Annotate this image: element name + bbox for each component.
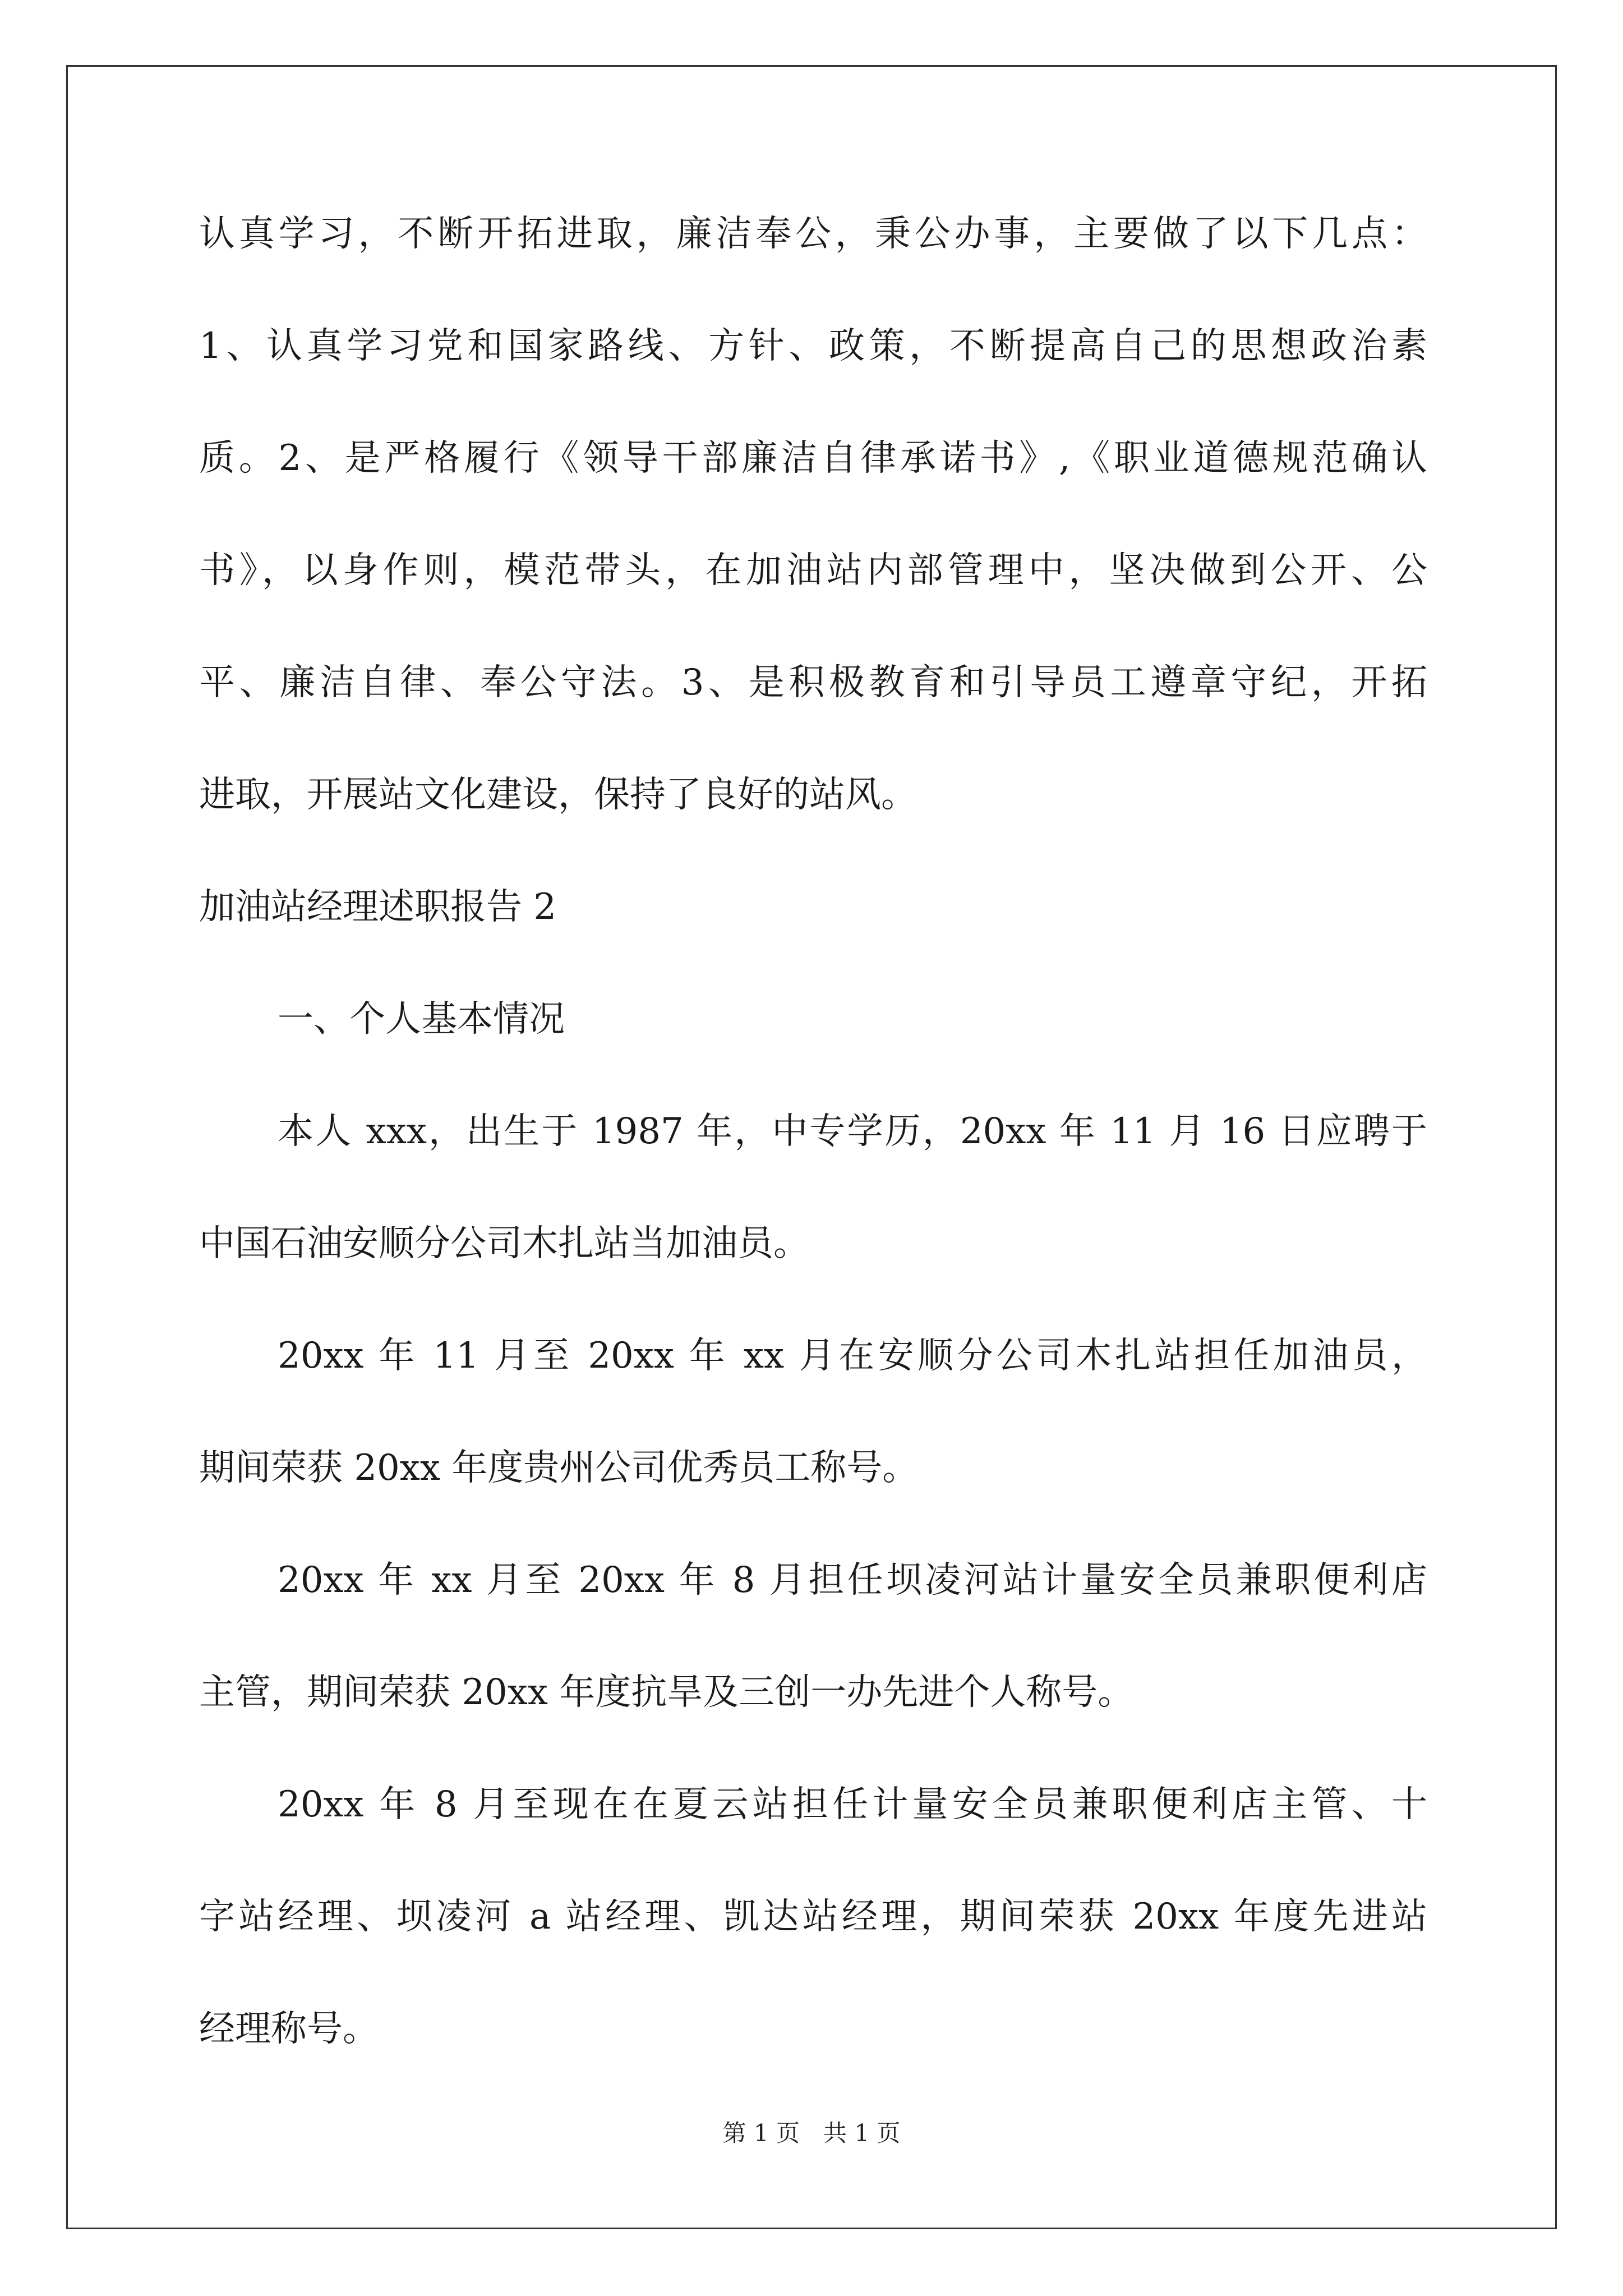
- page-footer: 第 1 页 共 1 页: [722, 2119, 901, 2147]
- body-line: 期间荣获 20xx 年度贵州公司优秀员工称号。: [199, 1447, 919, 1489]
- body-line: 1、认真学习党和国家路线、方针、政策，不断提高自己的思想政治素: [199, 325, 1427, 367]
- body-line: 认真学习，不断开拓进取，廉洁奉公，秉公办事，主要做了以下几点：: [199, 213, 1427, 255]
- body-line: 20xx 年 xx 月至 20xx 年 8 月担任坝凌河站计量安全员兼职便利店: [278, 1559, 1427, 1601]
- body-line: 经理称号。: [199, 2008, 379, 2050]
- body-line: 主管，期间荣获 20xx 年度抗旱及三创一办先进个人称号。: [199, 1672, 1134, 1713]
- body-line: 中国石油安顺分公司木扎站当加油员。: [199, 1223, 809, 1264]
- body-line: 本人 xxx，出生于 1987 年，中专学历，20xx 年 11 月 16 日应聘于: [278, 1111, 1427, 1152]
- body-line: 书》，以身作则，模范带头，在加油站内部管理中，坚决做到公开、公: [199, 550, 1427, 591]
- body-line: 质。2、是严格履行《领导干部廉洁自律承诺书》,《职业道德规范确认: [199, 438, 1427, 479]
- body-line: 平、廉洁自律、奉公守法。3、是积极教育和引导员工遵章守纪，开拓: [199, 662, 1427, 703]
- body-line: 进取，开展站文化建设，保持了良好的站风。: [199, 774, 917, 816]
- subsection-heading: 一、个人基本情况: [278, 999, 565, 1040]
- body-line: 20xx 年 8 月至现在在夏云站担任计量安全员兼职便利店主管、十: [278, 1784, 1427, 1825]
- body-line: 20xx 年 11 月至 20xx 年 xx 月在安顺分公司木扎站担任加油员，: [278, 1335, 1427, 1377]
- body-line: 字站经理、坝凌河 a 站经理、凯达站经理，期间荣获 20xx 年度先进站: [199, 1896, 1427, 1938]
- section-heading: 加油站经理述职报告 2: [199, 886, 557, 928]
